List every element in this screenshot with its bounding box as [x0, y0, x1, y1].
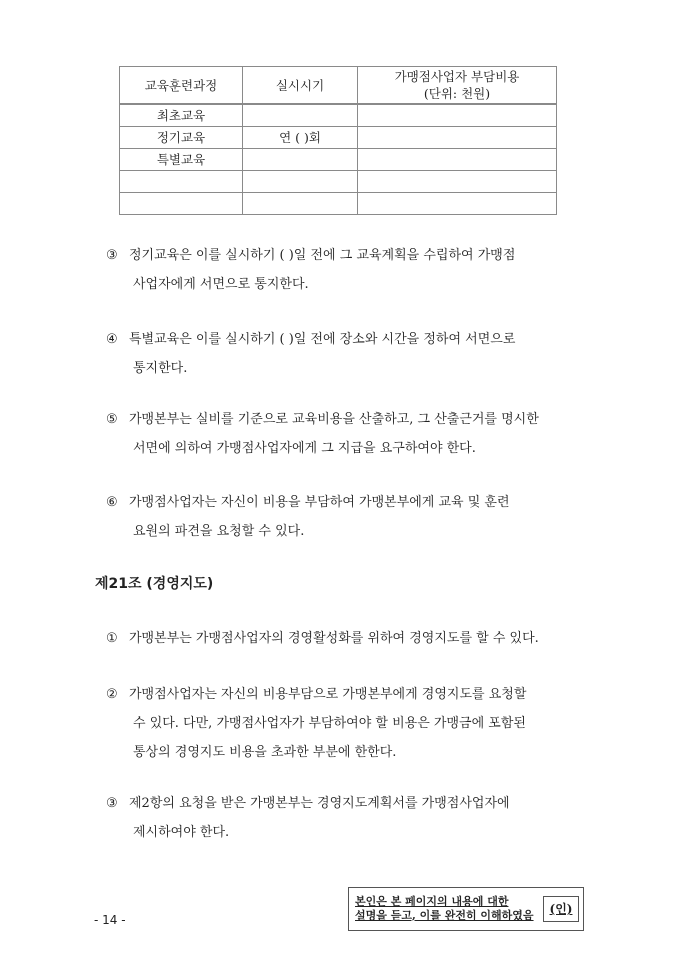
training-table: [119, 66, 557, 215]
paragraph-6: [106, 488, 584, 546]
paragraph-line: 수 있다. 다만, 가맹점사업자가 부담하여야 할 비용은 가맹금에 포함된: [133, 716, 526, 731]
header-cost-unit: (단위: 천원): [423, 86, 491, 101]
table-cell: [243, 149, 358, 171]
table-cell: [358, 193, 557, 215]
table-cell: 최초교육: [120, 104, 243, 127]
header-cost: [358, 67, 557, 105]
table-row: [120, 127, 557, 149]
seal-box[interactable]: (인): [543, 896, 579, 922]
paragraph-line: 가맹본부는 가맹점사업자의 경영활성화를 위하여 경영지도를 할 수 있다.: [129, 631, 539, 646]
table-cell: [120, 171, 243, 193]
table-row: [120, 104, 557, 127]
paragraph-number: ③: [106, 796, 118, 811]
paragraph-number: ③: [106, 248, 118, 263]
article21-paragraph-1: [106, 624, 584, 653]
table-cell: [358, 149, 557, 171]
confirmation-line: 설명을 듣고, 이를 완전히 이해하였음: [355, 909, 534, 922]
paragraph-line: 가맹점사업자는 자신이 비용을 부담하여 가맹본부에게 교육 및 훈련: [129, 495, 510, 510]
table-cell: 연 ( )회: [243, 127, 358, 149]
article21-paragraph-2: [106, 680, 584, 767]
header-cost-label: 가맹점사업자 부담비용: [394, 69, 520, 84]
table-cell: [120, 193, 243, 215]
table-cell: [358, 171, 557, 193]
paragraph-number: ④: [106, 332, 118, 347]
page-number: - 14 -: [94, 913, 126, 927]
table-row: [120, 149, 557, 171]
table-cell: 정기교육: [120, 127, 243, 149]
header-timing: 실시시기: [243, 67, 358, 105]
table-cell: [358, 104, 557, 127]
paragraph-line: 특별교육은 이를 실시하기 ( )일 전에 장소와 시간을 정하여 서면으로: [129, 332, 516, 347]
article21-paragraph-3: [106, 789, 584, 847]
paragraph-line: 서면에 의하여 가맹점사업자에게 그 지급을 요구하여야 한다.: [133, 441, 476, 456]
paragraph-line: 요원의 파견을 요청할 수 있다.: [133, 524, 305, 539]
paragraph-line: 제시하여야 한다.: [133, 825, 230, 840]
paragraph-4: [106, 325, 584, 383]
table-cell: [243, 193, 358, 215]
confirmation-box: [348, 887, 584, 931]
paragraph-line: 제2항의 요청을 받은 가맹본부는 경영지도계획서를 가맹점사업자에: [129, 796, 510, 811]
table-header-row: [120, 67, 557, 105]
paragraph-number: ⑥: [106, 495, 118, 510]
paragraph-line: 가맹점사업자는 자신의 비용부담으로 가맹본부에게 경영지도를 요청할: [129, 687, 527, 702]
table-row: [120, 171, 557, 193]
paragraph-3: [106, 241, 584, 299]
paragraph-number: ②: [106, 687, 118, 702]
paragraph-line: 가맹본부는 실비를 기준으로 교육비용을 산출하고, 그 산출근거를 명시한: [129, 412, 539, 427]
paragraph-number: ⑤: [106, 412, 118, 427]
confirmation-text: [349, 895, 543, 923]
paragraph-number: ①: [106, 631, 118, 646]
paragraph-5: [106, 405, 584, 463]
paragraph-line: 통상의 경영지도 비용을 초과한 부분에 한한다.: [133, 745, 397, 760]
paragraph-line: 통지한다.: [133, 361, 188, 376]
table-cell: 특별교육: [120, 149, 243, 171]
table-cell: [243, 104, 358, 127]
table-cell: [243, 171, 358, 193]
paragraph-line: 사업자에게 서면으로 통지한다.: [133, 277, 309, 292]
table-row: [120, 193, 557, 215]
article-heading: 제21조 (경영지도): [95, 576, 214, 592]
table-cell: [358, 127, 557, 149]
header-course: 교육훈련과정: [120, 67, 243, 105]
paragraph-line: 정기교육은 이를 실시하기 ( )일 전에 그 교육계획을 수립하여 가맹점: [129, 248, 516, 263]
confirmation-line: 본인은 본 페이지의 내용에 대한: [355, 895, 509, 908]
